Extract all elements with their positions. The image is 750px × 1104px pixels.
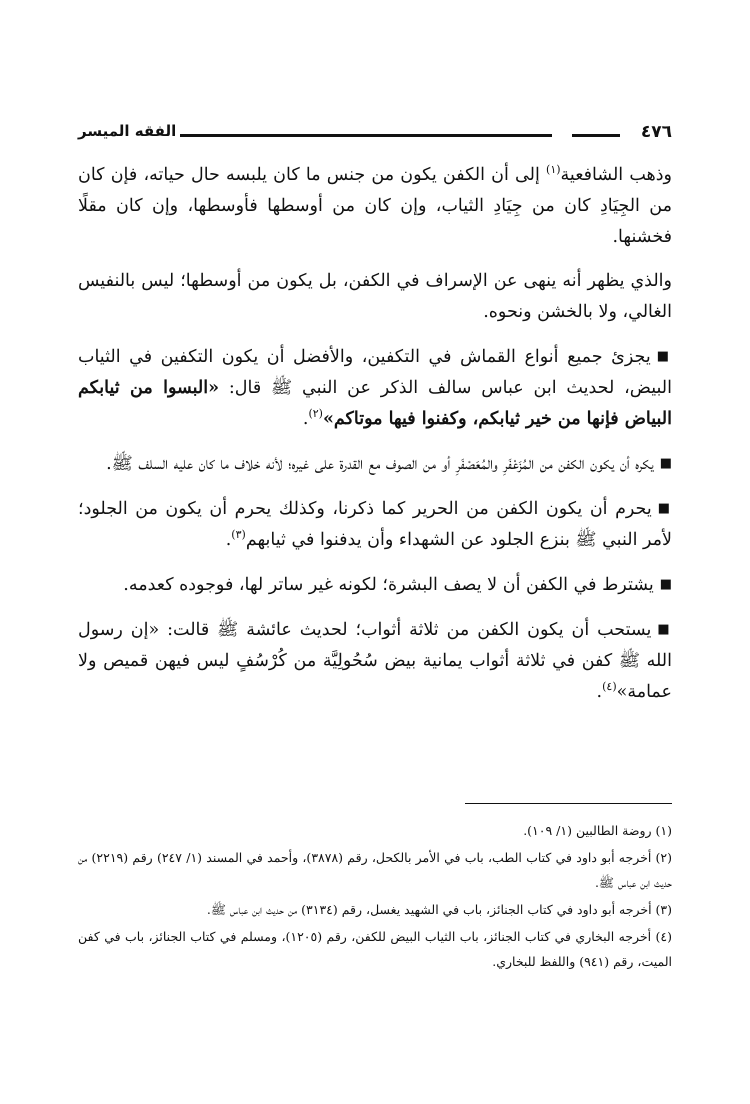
square-bullet-icon: ■	[659, 577, 672, 592]
text-segment: يكره أن يكون الكفن من المُزَعْفَرِ والمُعَصْفَرِ أو من الصوف مع القدرة على غيره؛ لأنه خلاف ما كان عليه السلف ﷺ.	[106, 454, 654, 474]
hadith-quote: «البسوا من ثيابكم البياض فإنها من خير ثيابكم، وكفنوا فيها موتاكم»	[78, 378, 672, 429]
square-bullet-icon: ■	[657, 622, 672, 637]
text-segment: .	[302, 409, 309, 429]
text-segment: يشترط في الكفن أن لا يصف البشرة؛ لكونه غير ساتر لها، فوجوده كعدمه.	[123, 575, 654, 595]
footnotes	[78, 818, 672, 976]
bullet-paragraph	[78, 569, 672, 601]
paragraph	[78, 266, 672, 328]
square-bullet-icon: ■	[659, 456, 672, 471]
book-title: الفقه الميسر	[78, 122, 177, 140]
footnote: (٤) أخرجه البخاري في كتاب الجنائز، باب الثياب البيض للكفن، رقم (١٢٠٥)، ومسلم في كتاب الجنائز، باب في كفن الميت، رقم (٩٤١) واللفظ للبخاري.	[78, 929, 672, 969]
footnote: (٣) أخرجه أبو داود في كتاب الجنائز، باب في الشهيد يغسل، رقم (٣١٣٤) من حديث ابن عباس ﷺ.	[206, 902, 672, 917]
footnote-separator	[465, 803, 672, 804]
text-segment: يحرم أن يكون الكفن من الحرير كما ذكرنا، وكذلك يحرم أن يكون من الجلود؛ لأمر النبي ﷺ بنزع الجلود عن الشهداء وأن يدفنوا في ثيابهم	[78, 499, 672, 550]
text-segment: .	[225, 530, 232, 550]
square-bullet-icon: ■	[656, 349, 672, 364]
page-number: ٤٧٦	[640, 122, 672, 142]
header-rule-long	[180, 134, 552, 137]
text-segment: والذي يظهر أنه ينهى عن الإسراف في الكفن، بل يكون من أوسطها؛ ليس بالنفيس الغالي، ولا بالخشن ونحوه.	[78, 271, 672, 322]
footnote: (١) روضة الطالبين (١/ ١٠٩).	[523, 823, 672, 838]
text-segment: يجزئ جميع أنواع القماش في التكفين، والأفضل أن يكون التكفين في الثياب البيض، لحديث ابن عباس سالف الذكر عن النبي ﷺ قال:	[78, 347, 672, 398]
text-segment: وذهب الشافعية	[560, 165, 673, 185]
paragraph	[78, 160, 672, 253]
square-bullet-icon: ■	[657, 501, 672, 516]
footnote: (٢) أخرجه أبو داود في كتاب الطب، باب في الأمر بالكحل، رقم (٣٨٧٨)، وأحمد في المسند (١/ ٢٤٧) رقم (٢٢١٩) من حديث ابن عباس ﷺ.	[78, 850, 673, 890]
header-rule	[572, 134, 620, 137]
main-text	[78, 160, 672, 721]
bullet-paragraph	[78, 341, 672, 435]
text-segment: إلى أن الكفن يكون من جنس ما كان يلبسه حال حياته، فإن كان من الجِيَادِ كان من جِيَادِ الثياب، وإن كان من أوسطها فأوسطها، وإن كان مقلًا فخشنها.	[78, 165, 672, 247]
text-segment: .	[596, 682, 603, 702]
bullet-paragraph	[78, 493, 672, 556]
running-header	[78, 122, 672, 148]
footnote-ref[interactable]: (٣)	[231, 528, 246, 542]
bullet-paragraph	[78, 448, 672, 480]
footnote-ref[interactable]: (٤)	[602, 680, 617, 694]
bullet-paragraph	[78, 614, 672, 708]
text-segment: يستحب أن يكون الكفن من ثلاثة أثواب؛ لحديث عائشة ﷺ قالت: «إن رسول الله ﷺ كفن في ثلاثة أثواب يمانية بيض سُحُولِيَّة من كُرْسُفٍ ليس فيهن قميص ولا عمامة»	[78, 620, 672, 702]
footnote-ref[interactable]: (٢)	[308, 407, 323, 421]
footnote-ref[interactable]: (١)	[546, 163, 561, 177]
